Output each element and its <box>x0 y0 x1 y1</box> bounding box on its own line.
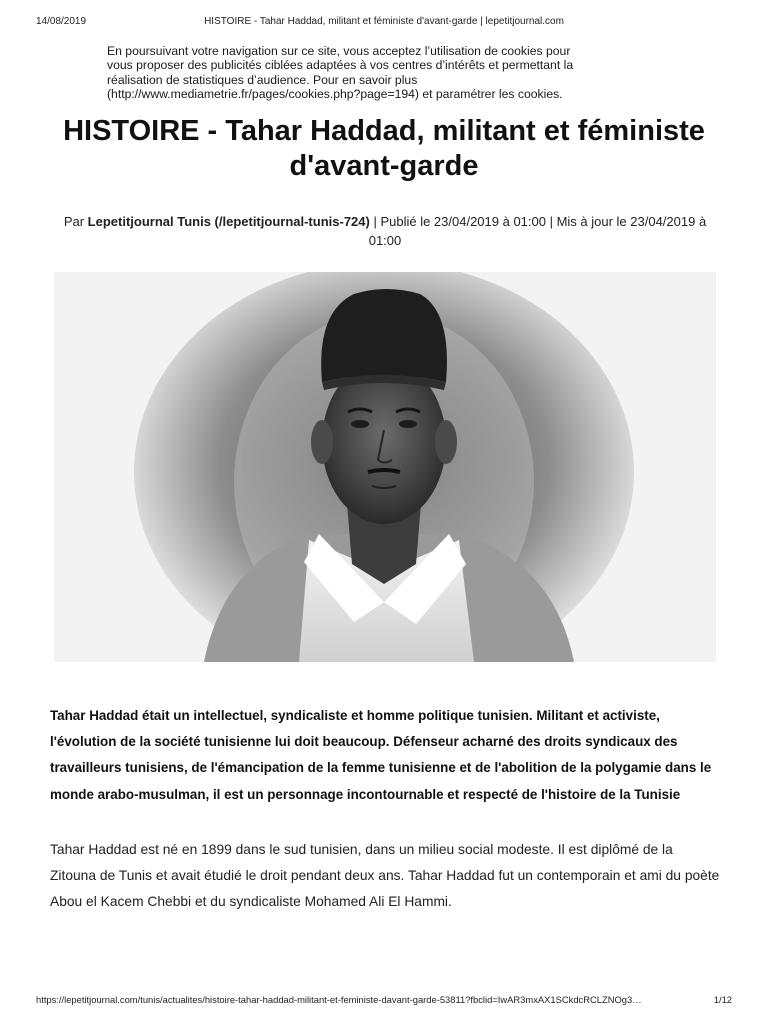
article-paragraph: Tahar Haddad est né en 1899 dans le sud tunisien, dans un milieu social modeste. Il est diplômé de la Zitouna de Tunis et avait étudié le droit pendant deux ans. Tahar Haddad fut un contemporain et ami du poète Abou el Kacem Chebbi et du syndicaliste Mohamed Ali El Hammi. <box>50 842 720 910</box>
cookie-notice[interactable]: En poursuivant votre navigation sur ce site, vous acceptez l’utilisation de cookies pour vous proposer des publicités ciblées adaptées à vos centres d’intérêts et permettant la réalisation de statistiques d’audience. Pour en savoir plus (http://www.mediametrie.fr/pages/cookies.php?page=194) et paramétrer les cookies. <box>107 44 574 102</box>
portrait-photo-icon <box>54 272 716 662</box>
byline-dates: | Publié le 23/04/2019 à 01:00 | Mis à jour le 23/04/2019 à 01:00 <box>368 214 707 248</box>
print-date: 14/08/2019 <box>36 16 87 27</box>
print-url: https://lepetitjournal.com/tunis/actualites/histoire-tahar-haddad-militant-et-feministe-davant-garde-53811?fbclid=IwAR3mxAX1SCkdcRCLZNOg3… <box>36 994 642 1005</box>
byline-prefix: Par <box>63 214 88 229</box>
author-link[interactable]: Lepetitjournal Tunis (/lepetitjournal-tunis-724) <box>87 214 370 229</box>
portrait-photo <box>54 272 716 662</box>
article-headline: HISTOIRE - Tahar Haddad, militant et féministe d'avant-garde <box>63 115 705 182</box>
article-lead: Tahar Haddad était un intellectuel, syndicaliste et homme politique tunisien. Militant et activiste, l'évolution de la société tunisienne lui doit beaucoup. Défenseur acharné des droits syndicaux des travailleurs tunisiens, de l'émancipation de la femme tunisienne et de l'abolition de la polygamie dans le monde arabo-musulman, il est un personnage incontournable et respecté de l'histoire de la Tunisie <box>50 708 712 802</box>
page-number: 1/12 <box>713 994 732 1005</box>
print-page-title: HISTOIRE - Tahar Haddad, militant et féministe d'avant-garde | lepetitjournal.com <box>204 16 564 27</box>
print-header <box>0 12 768 26</box>
print-footer <box>0 994 768 1008</box>
article-byline <box>48 212 722 250</box>
